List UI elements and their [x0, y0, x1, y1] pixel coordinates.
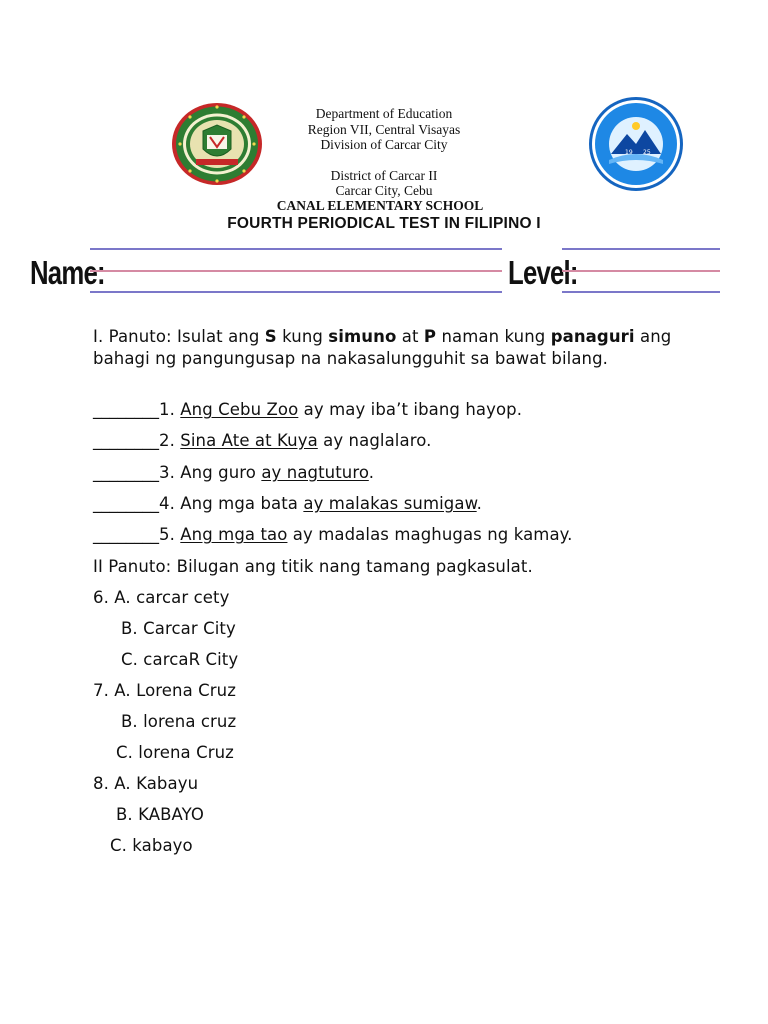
level-line-middle — [562, 270, 720, 272]
question-item-1: ________1. Ang Cebu Zoo ay may iba’t ibang hayop. — [93, 400, 523, 419]
q7-option-b[interactable]: B. lorena cruz — [121, 712, 237, 731]
division-line: Division of Carcar City — [320, 137, 448, 153]
badge-year-left: 19 — [625, 149, 633, 156]
name-level-section — [0, 240, 768, 300]
answer-blank[interactable]: ________ — [93, 400, 159, 419]
question-item-2: ________2. Sina Ate at Kuya ay naglalaro. — [93, 431, 432, 450]
school-name: CANAL ELEMENTARY SCHOOL — [276, 198, 484, 213]
letterhead — [234, 106, 534, 199]
underlined-phrase: ay malakas sumigaw — [303, 494, 477, 513]
question-item-4: ________4. Ang mga bata ay malakas sumigaw. — [93, 494, 483, 513]
underlined-phrase: Ang mga tao — [180, 525, 288, 544]
part2-instruction: II Panuto: Bilugan ang titik nang tamang pagkasulat. — [93, 557, 533, 576]
q6-option-c[interactable]: C. carcaR City — [121, 650, 239, 669]
region-line: Region VII, Central Visayas — [307, 121, 461, 137]
underlined-phrase: Sina Ate at Kuya — [180, 431, 318, 450]
q6-option-a[interactable]: 6. A. carcar cety — [93, 588, 230, 607]
question-item-5: ________5. Ang mga tao ay madalas maghugas ng kamay. — [93, 525, 573, 544]
city-line: Carcar City, Cebu — [335, 183, 433, 199]
test-title: FOURTH PERIODICAL TEST IN FILIPINO I — [227, 215, 541, 232]
part1-instruction: I. Panuto: Isulat ang S kung simuno at P naman kung panaguri ang bahagi ng pangungusap na nakasalungguhit sa bawat bilang. — [93, 327, 672, 368]
q7-option-c[interactable]: C. lorena Cruz — [116, 743, 234, 762]
underlined-phrase: ay nagtuturo — [261, 463, 369, 482]
q8-option-c[interactable]: C. kabayo — [110, 836, 193, 855]
q7-option-a[interactable]: 7. A. Lorena Cruz — [93, 681, 236, 700]
q8-option-b[interactable]: B. KABAYO — [116, 805, 205, 824]
name-line-middle — [90, 270, 502, 272]
name-line-bottom[interactable] — [90, 291, 502, 293]
answer-blank[interactable]: ________ — [93, 431, 159, 450]
answer-blank[interactable]: ________ — [93, 525, 159, 544]
canal-elementary-school-logo — [587, 96, 685, 192]
badge-year-right: 25 — [643, 149, 651, 156]
question-item-3: ________3. Ang guro ay nagtuturo. — [93, 463, 375, 482]
q8-option-a[interactable]: 8. A. Kabayu — [93, 774, 199, 793]
name-line-top — [90, 248, 502, 250]
district-line: District of Carcar II — [330, 167, 438, 183]
q6-option-b[interactable]: B. Carcar City — [121, 619, 236, 638]
answer-blank[interactable]: ________ — [93, 463, 159, 482]
level-label: Level: — [508, 254, 578, 291]
level-line-bottom[interactable] — [562, 291, 720, 293]
level-line-top — [562, 248, 720, 250]
underlined-phrase: Ang Cebu Zoo — [180, 400, 299, 419]
answer-blank[interactable]: ________ — [93, 494, 159, 513]
name-label: Name: — [30, 254, 105, 291]
department-line: Department of Education — [315, 106, 453, 121]
